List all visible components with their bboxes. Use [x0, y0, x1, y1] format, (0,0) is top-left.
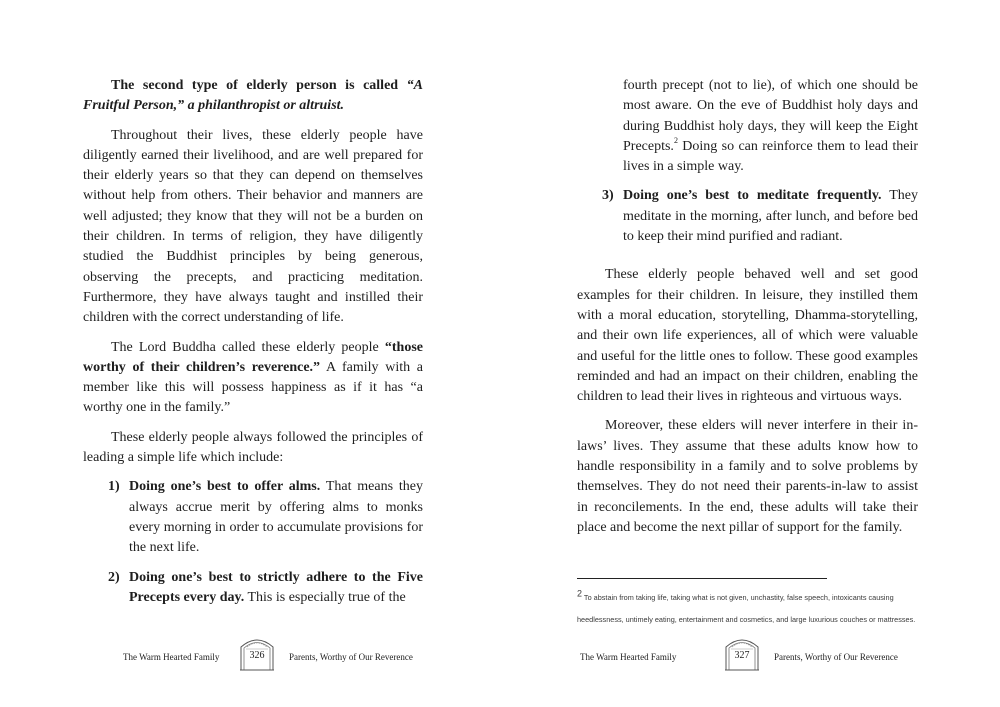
- list-item-continuation: [577, 76, 918, 177]
- footer-chapter-title: Parents, Worthy of Our Reverence: [289, 652, 413, 662]
- page-number-ornament: [238, 633, 276, 671]
- list-number: 1): [108, 479, 120, 495]
- page-footer: [500, 633, 1000, 673]
- list-item-text: They meditate in the morning, after lunch, and before bed to keep their mind purified and radiant.: [623, 188, 918, 245]
- list-item: [83, 568, 423, 609]
- list-number: 3): [602, 188, 614, 204]
- footer-book-title: The Warm Hearted Family: [580, 652, 677, 662]
- list-item-bold: Doing one’s best to offer alms.: [129, 479, 321, 495]
- page-number-ornament: [723, 633, 761, 671]
- right-page: [500, 0, 1000, 707]
- section-heading: [83, 76, 423, 117]
- paragraph-text: A family with a member like this will possess happiness as if it has “a worthy one in the family.”: [83, 359, 423, 416]
- footnote: [577, 587, 919, 631]
- list-item-bold: Doing one’s best to meditate frequently.: [623, 188, 882, 204]
- paragraph-text: The Lord Buddha called these elderly people: [111, 339, 385, 355]
- paragraph: Moreover, these elders will never interfere in their in-laws’ lives. They assume that these adults know how to handle responsibility in a family and to solve problems by themselves. They do not need their parents-in-law to assist in reconcilements. In the end, these adults will take their place and become the next pillar of support for the family.: [577, 418, 918, 535]
- paragraph: These elderly people always followed the principles of leading a simple life which include:: [83, 429, 423, 466]
- paragraph: Throughout their lives, these elderly people have diligently earned their livelihood, and are well prepared for their elderly years so that they can depend on themselves without help from others. Their behavior and manners are well adjusted; they know that they will not be a burden on their children. In terms of religion, they have diligently studied the Buddhist principles by being generous, observing the precepts, and practicing meditation. Furthermore, they have always taught and instilled their children with the correct understanding of life.: [83, 127, 423, 326]
- left-page-body: [83, 76, 423, 608]
- footer-book-title: The Warm Hearted Family: [123, 652, 220, 662]
- list-item-bold: Doing one’s best to strictly adhere to the Five Precepts every day.: [129, 569, 423, 605]
- footnote-text: To abstain from taking life, taking what is not given, unchastity, false speech, intoxicants causing heedlessness, untimely eating, entertainment and cosmetics, and large luxurious couches or mattresses.: [577, 593, 916, 624]
- paragraph: [83, 338, 423, 419]
- heading-bold: The second type of elderly person is called: [111, 78, 407, 93]
- paragraph-bold: “those worthy of their children’s reverence.”: [83, 339, 423, 375]
- paragraph: These elderly people behaved well and set good examples for their children. In leisure, they instilled them with a moral education, storytelling, Dhamma-storytelling, and their own life experiences, all of which were valuable and useful for the little ones to follow. These good examples reminded and had an impact on their children, enabling the children to lead their lives in righteous and virtuous ways.: [577, 267, 918, 405]
- list-item-text: Doing so can reinforce them to lead their lives in a simple way.: [623, 138, 918, 175]
- page-footer: [0, 633, 500, 673]
- list-item-text: This is especially true of the: [244, 589, 406, 605]
- footnote-mark: 2: [577, 588, 583, 599]
- heading-italic: “A Fruitful Person,” a philanthropist or altruist.: [83, 78, 423, 114]
- list-item: [577, 186, 918, 247]
- list-item: [83, 477, 423, 558]
- right-page-body: [577, 76, 918, 538]
- list-item-text: fourth precept (not to lie), of which one should be most aware. On the eve of Buddhist holy days and during Buddhist holy days, they will keep the Eight Precepts.: [623, 78, 918, 154]
- page-number: 326: [249, 650, 265, 661]
- footnote-divider: [577, 578, 827, 579]
- footnote-reference: 2: [673, 136, 678, 146]
- footer-chapter-title: Parents, Worthy of Our Reverence: [774, 652, 898, 662]
- list-number: 2): [108, 569, 120, 585]
- list-item-text: That means they always accrue merit by offering alms to monks every morning in order to accumulate provisions for the next life.: [129, 479, 423, 556]
- page-number: 327: [734, 650, 750, 661]
